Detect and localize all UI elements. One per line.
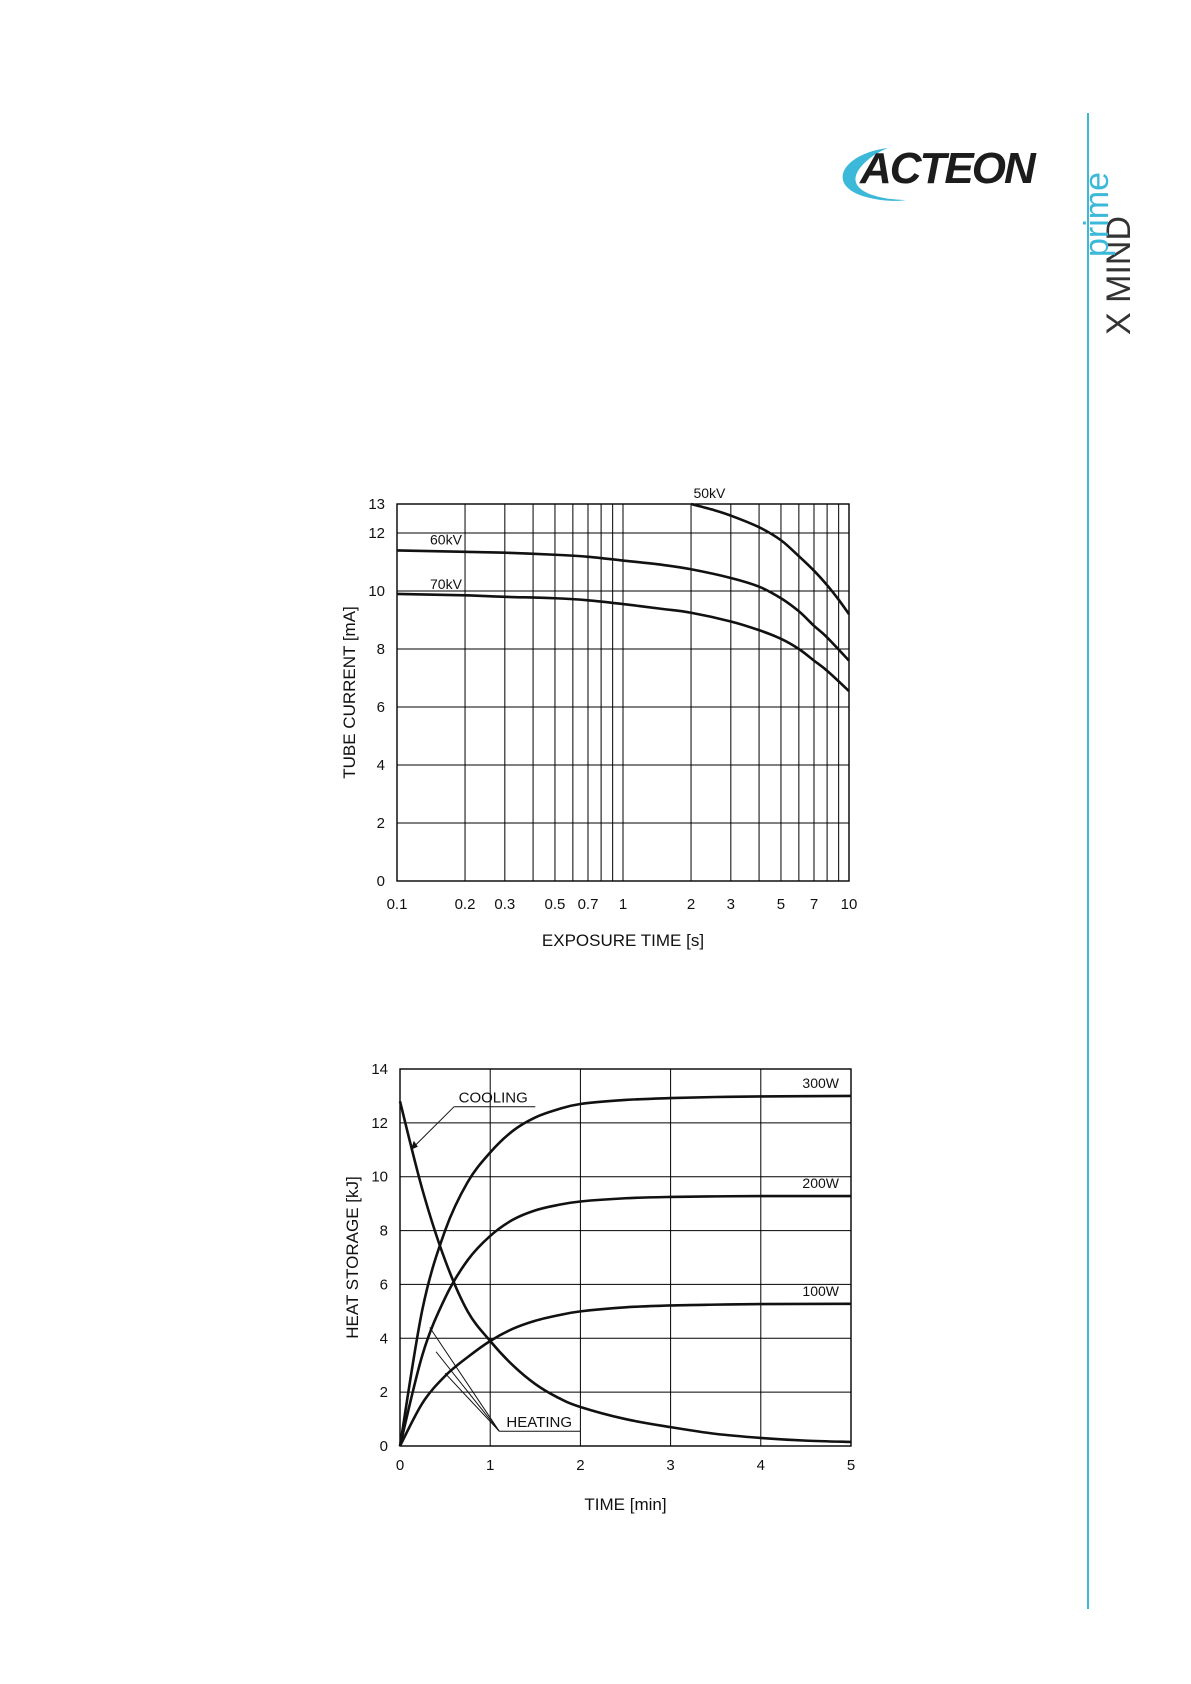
x-tick-label: 7	[809, 896, 819, 913]
x-tick-label: 2	[576, 1457, 585, 1474]
series-line-300w	[400, 1096, 851, 1446]
series-line-200w	[400, 1196, 851, 1446]
y-tick-label: 10	[368, 583, 385, 600]
series-line-cooling	[400, 1101, 851, 1442]
x-tick-label: 3	[726, 896, 736, 913]
y-tick-label: 8	[379, 1222, 388, 1240]
plot-frame	[400, 1069, 851, 1446]
annotation-cooling-leader	[411, 1107, 454, 1150]
y-tick-label: 6	[379, 1276, 388, 1294]
y-tick-label: 13	[368, 496, 385, 513]
x-axis-label: TIME [min]	[584, 1495, 667, 1514]
annotation-cooling: COOLING	[458, 1089, 528, 1107]
annotation-heating-leader	[436, 1352, 499, 1431]
product-name-prime: prime	[1078, 171, 1116, 257]
x-tick-label: 0.1	[386, 896, 408, 913]
x-tick-label: 4	[756, 1457, 765, 1474]
x-tick-label: 1	[486, 1457, 495, 1474]
x-tick-label: 5	[776, 896, 786, 913]
y-tick-label: 4	[376, 757, 385, 774]
tube-current-series	[397, 504, 849, 691]
annotation-heating-leader	[445, 1373, 499, 1431]
y-tick-label: 12	[371, 1114, 388, 1132]
product-name-vertical	[1078, 125, 1140, 340]
heat-storage-grid	[400, 1069, 851, 1446]
x-tick-label: 3	[666, 1457, 675, 1474]
tube-current-grid	[397, 504, 849, 881]
series-label-60kv: 60kV	[430, 531, 462, 548]
series-line-50kV	[691, 504, 849, 614]
y-tick-label: 0	[376, 873, 385, 890]
tube-current-labels	[340, 485, 857, 950]
y-tick-label: 2	[379, 1384, 388, 1402]
y-tick-label: 6	[376, 699, 385, 716]
y-tick-label: 0	[379, 1438, 388, 1455]
annotation-heating-leader	[430, 1328, 499, 1432]
acteon-logo	[830, 140, 1040, 208]
heat-storage-labels	[343, 1061, 855, 1514]
series-label-50kv: 50kV	[693, 485, 726, 501]
series-label-70kv: 70kV	[430, 575, 462, 592]
x-axis-label: EXPOSURE TIME [s]	[541, 931, 705, 950]
y-tick-label: 4	[379, 1330, 388, 1348]
annotation-heating: HEATING	[506, 1414, 572, 1432]
series-line-70kV	[397, 594, 849, 691]
series-line-60kV	[397, 550, 849, 660]
x-tick-label: 0.7	[577, 896, 599, 913]
x-tick-label: 1	[618, 896, 628, 913]
y-tick-label: 10	[371, 1168, 388, 1186]
x-tick-label: 0	[395, 1457, 405, 1474]
product-name-x-mind: X MIND	[1100, 216, 1138, 335]
annotation-cooling-arrowhead	[411, 1141, 418, 1150]
series-line-100w	[400, 1304, 851, 1446]
series-label-300w: 300W	[802, 1074, 839, 1091]
y-tick-label: 14	[371, 1061, 388, 1078]
plot-frame	[397, 504, 849, 881]
y-tick-label: 8	[376, 641, 385, 658]
y-tick-label: 2	[376, 815, 385, 832]
logo-wordmark: ACTEON	[860, 144, 1034, 193]
y-axis-label: HEAT STORAGE [kJ]	[343, 1176, 362, 1339]
x-tick-label: 10	[840, 896, 858, 913]
y-tick-label: 12	[368, 525, 385, 542]
y-axis-label: TUBE CURRENT [mA]	[340, 606, 359, 779]
x-tick-label: 0.5	[544, 896, 566, 913]
series-label-100w: 100W	[802, 1282, 839, 1299]
side-accent-rule	[1087, 113, 1089, 1609]
x-tick-label: 2	[686, 896, 696, 913]
heat-storage-series	[400, 1096, 851, 1446]
x-tick-label: 0.3	[494, 896, 516, 913]
x-tick-label: 0.2	[454, 896, 476, 913]
series-label-200w: 200W	[802, 1175, 839, 1192]
x-tick-label: 5	[846, 1457, 856, 1474]
